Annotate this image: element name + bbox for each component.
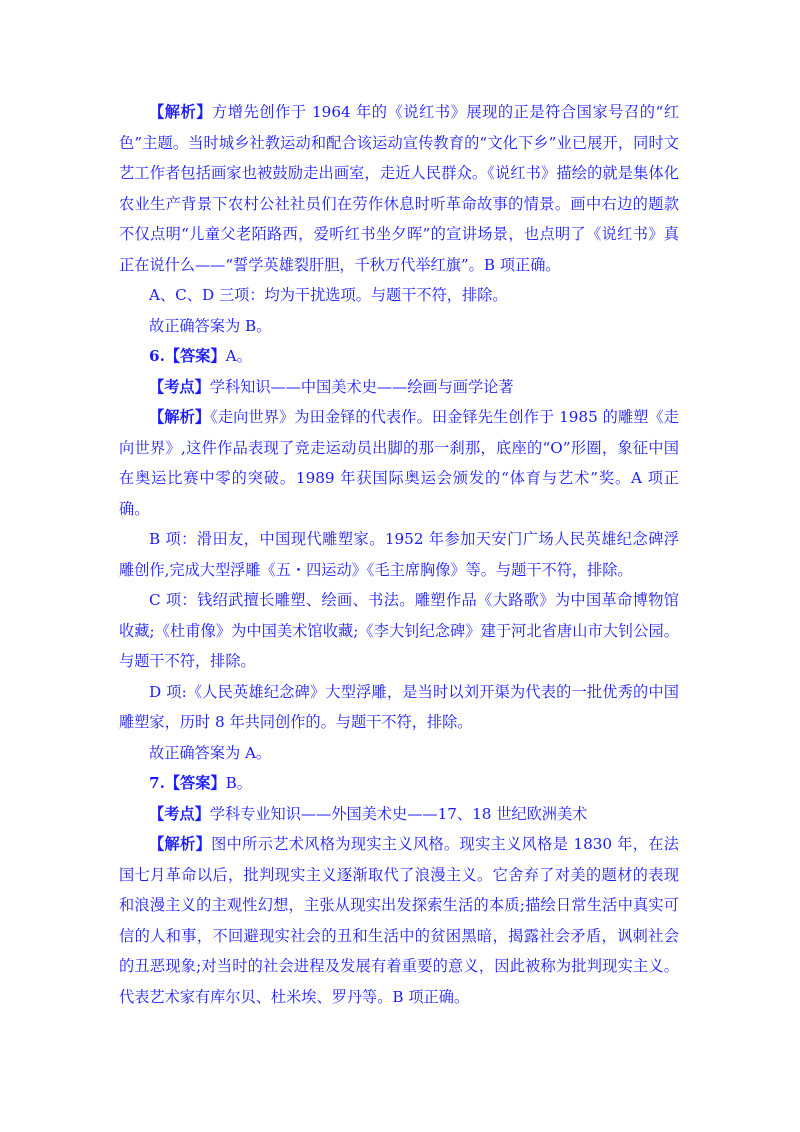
topic-text: 学科专业知识——外国美术史——17、18 世纪欧洲美术 bbox=[209, 804, 588, 823]
analysis-tag: 【解析】 bbox=[149, 103, 213, 121]
topic-line-7 bbox=[119, 799, 679, 830]
topic-text: 学科知识——中国美术史——绘画与画学论著 bbox=[209, 377, 514, 396]
answer-text: B。 bbox=[225, 774, 252, 792]
analysis-paragraph-6 bbox=[119, 402, 679, 524]
topic-tag: 【考点】 bbox=[149, 377, 210, 396]
question-number: 6. bbox=[149, 347, 165, 365]
answer-tag: 【答案】 bbox=[164, 347, 226, 365]
distractor-note: A、C、D 三项：均为干扰选项。与题干不符，排除。 bbox=[149, 286, 508, 304]
document-body bbox=[119, 97, 679, 1012]
analysis-text: 方增先创作于 1964 年的《说红书》展现的正是符合国家号召的“红色”主题。当时城乡社教运动和配合该运动宣传教育的“文化下乡”业已展开，同时文艺工作者包括画家也被鼓励走出画室，走近人民群众。《说红书》描绘的就是集体化农业生产背景下农村公社社员们在劳作休息时听革命故事的情景。画中右边的题款不仅点明“儿童父老陌路西，爱听红书坐夕晖”的宣讲场景，也点明了《说红书》真正在说什么——“誓学英雄裂肝胆，千秋万代举红旗”。B 项正确。 bbox=[119, 103, 680, 274]
analysis-tag: 【解析】 bbox=[149, 835, 212, 853]
answer-tag: 【答案】 bbox=[164, 774, 226, 792]
answer-line-7 bbox=[119, 768, 679, 799]
analysis-text: 图中所示艺术风格为现实主义风格。现实主义风格是 1830 年，在法国七月革命以后，批判现实主义逐渐取代了浪漫主义。它舍弃了对美的题材的表现和浪漫主义的主观性幻想，主张从现实出发探索生活的本质;描绘日常生活中真实可信的人和事，不回避现实社会的丑和生活中的贫困黑暗，揭露社会矛盾，讽刺社会的丑恶现象;对当时的社会进程及发展有着重要的意义，因此被称为批判现实主义。代表艺术家有库尔贝、杜米埃、罗丹等。B 项正确。 bbox=[119, 835, 679, 1006]
option-b-paragraph: B 项：滑田友，中国现代雕塑家。1952 年参加天安门广场人民英雄纪念碑浮雕创作,完成大型浮雕《五・四运动》《毛主席胸像》等。与题干不符，排除。 bbox=[119, 530, 679, 579]
analysis-paragraph-7 bbox=[119, 829, 679, 1012]
analysis-tag: 【解析】 bbox=[149, 408, 211, 426]
option-d-paragraph: D 项:《人民英雄纪念碑》大型浮雕，是当时以刘开渠为代表的一批优秀的中国雕塑家，历时 8 年共同创作的。与题干不符，排除。 bbox=[119, 682, 679, 731]
question-number: 7. bbox=[149, 774, 165, 792]
analysis-text: 《走向世界》为田金铎的代表作。田金铎先生创作于 1985 的雕塑《走向世界》,这件作品表现了竞走运动员出脚的那一刹那，底座的“O”形圈，象征中国在奥运比赛中零的突破。1989 年获国际奥运会颁发的“体育与艺术”奖。A 项正确。 bbox=[119, 408, 679, 518]
answer-text: A。 bbox=[225, 347, 252, 365]
topic-tag: 【考点】 bbox=[149, 804, 210, 823]
topic-line-6 bbox=[119, 372, 679, 403]
correct-answer-line: 故正确答案为 B。 bbox=[149, 316, 272, 335]
answer-line-6 bbox=[119, 341, 679, 372]
correct-answer-line: 故正确答案为 A。 bbox=[149, 743, 272, 762]
option-c-paragraph: C 项：钱绍武擅长雕塑、绘画、书法。雕塑作品《大路歌》为中国革命博物馆收藏;《杜甫像》为中国美术馆收藏;《李大钊纪念碑》建于河北省唐山市大钊公园。与题干不符，排除。 bbox=[119, 591, 679, 670]
analysis-paragraph bbox=[119, 97, 679, 280]
